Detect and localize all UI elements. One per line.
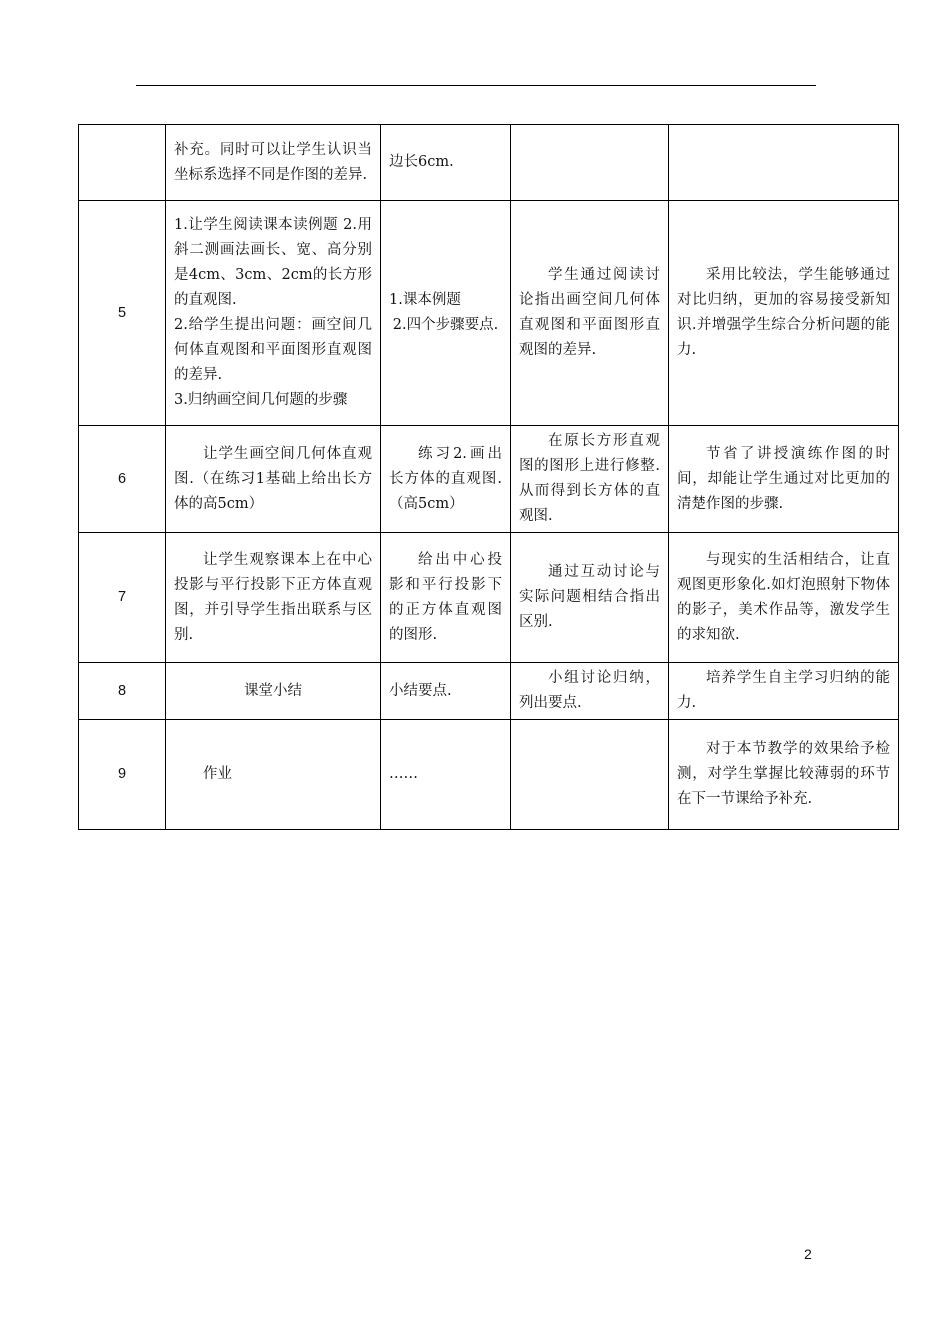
teacher-cell: 练习2.画出长方体的直观图.（高5cm） — [381, 426, 511, 533]
table-row — [79, 426, 899, 533]
table-row — [79, 533, 899, 663]
content-cell: 补充。同时可以让学生认识当坐标系选择不同是作图的差异. — [166, 125, 381, 201]
teacher-cell: 小结要点. — [381, 663, 511, 720]
purpose-cell — [669, 125, 899, 201]
teacher-cell: 边长6cm. — [381, 125, 511, 201]
teacher-line: 1.课本例题 — [389, 292, 461, 308]
step-number-cell: 7 — [79, 533, 166, 663]
content-line: 1.让学生阅读课本读例题 2.用斜二测画法画长、宽、高分别是4cm、3cm、2cm的长方形的直观图. — [174, 217, 372, 308]
content-cell: 作业 — [166, 720, 381, 830]
student-cell: 通过互动讨论与实际问题相结合指出区别. — [511, 533, 669, 663]
step-number-cell: 5 — [79, 201, 166, 426]
header-rule — [136, 85, 816, 86]
content-cell: 让学生观察课本上在中心投影与平行投影下正方体直观图，并引导学生指出联系与区别. — [166, 533, 381, 663]
student-cell: 学生通过阅读讨论指出画空间几何体直观图和平面图形直观图的差异. — [511, 201, 669, 426]
purpose-cell: 采用比较法，学生能够通过对比归纳，更加的容易接受新知识.并增强学生综合分析问题的能力. — [669, 201, 899, 426]
teacher-cell: …… — [381, 720, 511, 830]
step-number-cell: 8 — [79, 663, 166, 720]
table-row — [79, 720, 899, 830]
teacher-cell: 给出中心投影和平行投影下的正方体直观图的图形. — [381, 533, 511, 663]
teacher-cell — [381, 201, 511, 426]
table-row — [79, 125, 899, 201]
purpose-cell: 与现实的生活相结合，让直观图更形象化.如灯泡照射下物体的影子，美术作品等，激发学生的求知欲. — [669, 533, 899, 663]
lesson-plan-table — [78, 124, 899, 830]
content-cell: 让学生画空间几何体直观图.（在练习1基础上给出长方体的高5cm） — [166, 426, 381, 533]
student-cell — [511, 125, 669, 201]
purpose-cell: 节省了讲授演练作图的时间，却能让学生通过对比更加的清楚作图的步骤. — [669, 426, 899, 533]
purpose-cell: 对于本节教学的效果给予检测，对学生掌握比较薄弱的环节在下一节课给予补充. — [669, 720, 899, 830]
student-cell — [511, 720, 669, 830]
content-line: 2.给学生提出问题：画空间几何体直观图和平面图形直观图的差异. — [174, 317, 372, 383]
step-number-cell — [79, 125, 166, 201]
student-cell: 小组讨论归纳，列出要点. — [511, 663, 669, 720]
content-line: 3.归纳画空间几何题的步骤 — [174, 392, 348, 408]
student-cell: 在原长方形直观图的图形上进行修整.从而得到长方体的直观图. — [511, 426, 669, 533]
content-cell — [166, 201, 381, 426]
page-number: 2 — [804, 1246, 812, 1262]
content-cell: 课堂小结 — [166, 663, 381, 720]
purpose-cell: 培养学生自主学习归纳的能力. — [669, 663, 899, 720]
step-number-cell: 6 — [79, 426, 166, 533]
step-number-cell: 9 — [79, 720, 166, 830]
teacher-line: 2.四个步骤要点. — [392, 317, 499, 333]
table-row — [79, 201, 899, 426]
table-row — [79, 663, 899, 720]
